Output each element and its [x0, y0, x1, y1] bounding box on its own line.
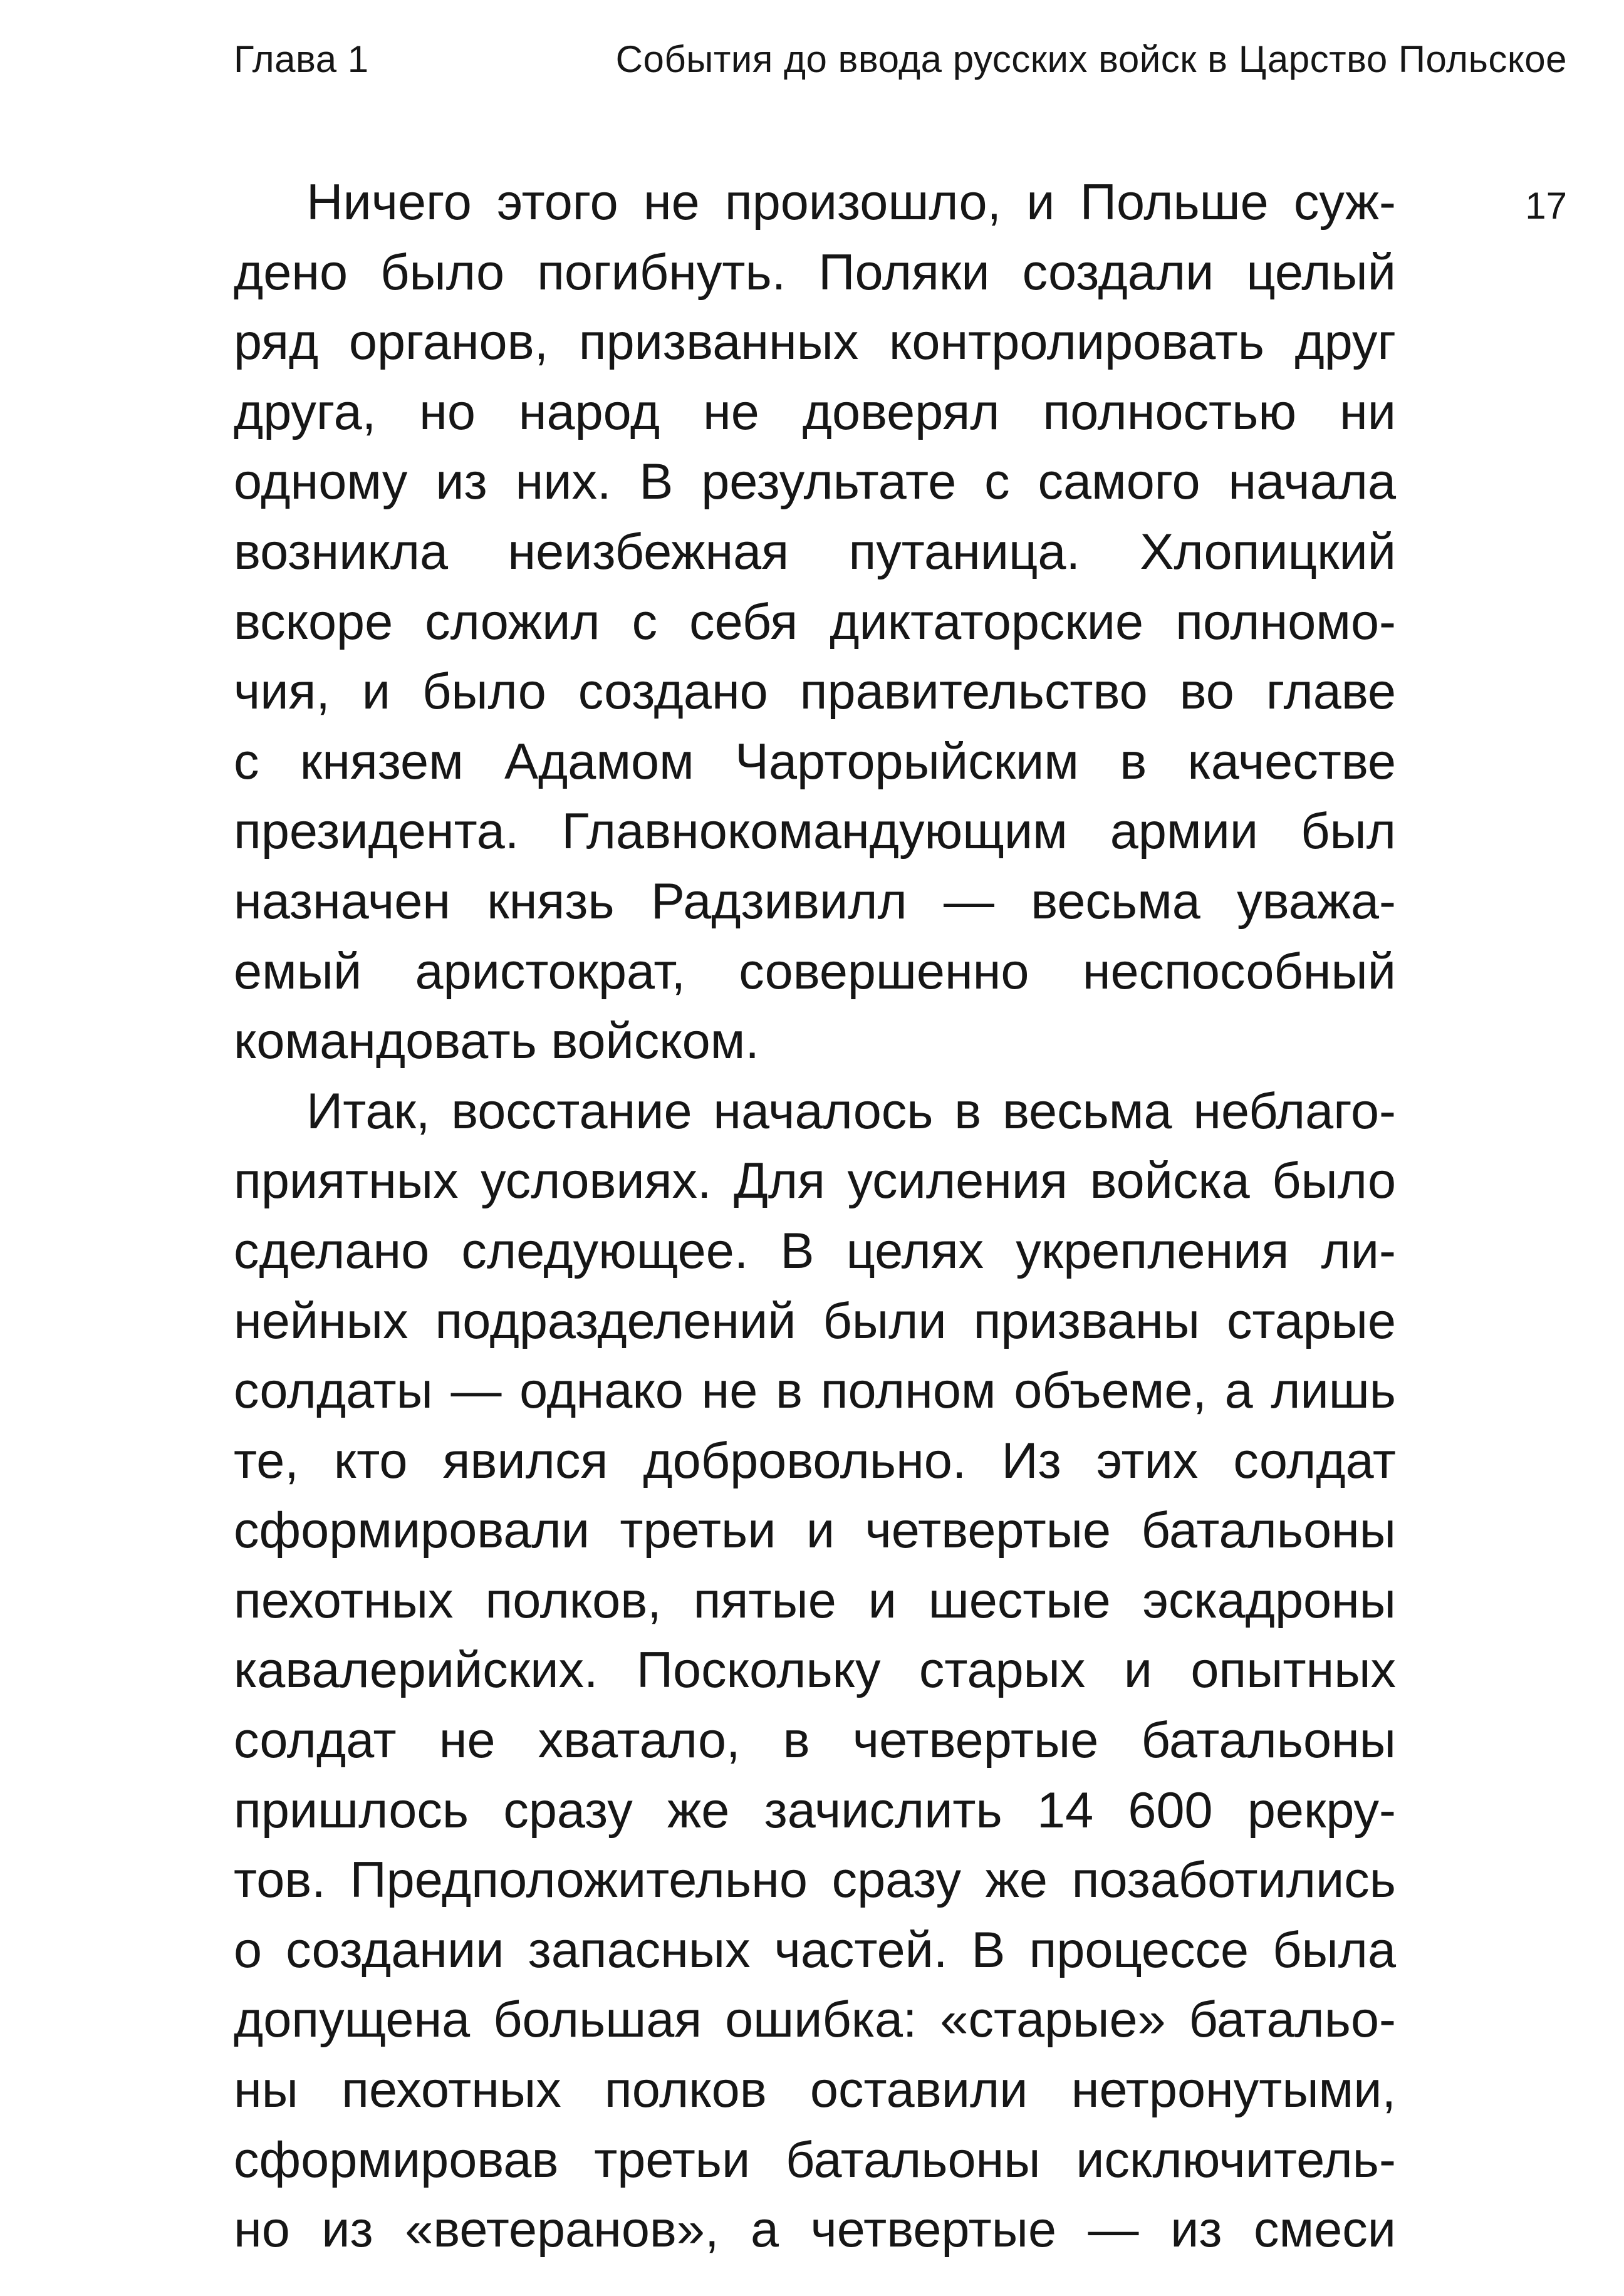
- text-line: сформировали третьи и четвертые батальоны: [234, 1502, 1396, 1559]
- running-header: [234, 31, 1567, 88]
- text-line: назначен князь Радзивилл — весьма уважа-: [234, 873, 1396, 930]
- text-line: Ничего этого не произошло, и Польше суж-: [306, 174, 1396, 231]
- text-line: ны пехотных полков оставили нетронутыми,: [234, 2062, 1396, 2119]
- text-line: командовать войском.: [234, 1013, 759, 1070]
- text-line: солдаты — однако не в полном объеме, а лишь: [234, 1363, 1396, 1420]
- text-line: возникла неизбежная путаница. Хлопицкий: [234, 523, 1396, 580]
- text-line: ряд органов, призванных контролировать друг: [234, 314, 1396, 371]
- paragraph-2: [234, 1077, 1396, 2265]
- text-line: приятных условиях. Для усиления войска было: [234, 1153, 1396, 1210]
- text-line: с князем Адамом Чарторыйским в качестве: [234, 733, 1396, 790]
- text-line: солдат не хватало, в четвертые батальоны: [234, 1712, 1396, 1769]
- text-line: сформировав третьи батальоны исключитель-: [234, 2131, 1396, 2188]
- text-line: президента. Главнокомандующим армии был: [234, 803, 1396, 860]
- body-text: [234, 168, 1396, 2265]
- text-line: пришлось сразу же зачислить 14 600 рекру-: [234, 1782, 1396, 1839]
- text-line: друга, но народ не доверял полностью ни: [234, 383, 1396, 440]
- text-line: тов. Предположительно сразу же позаботились: [234, 1852, 1396, 1909]
- text-line: кавалерийских. Поскольку старых и опытных: [234, 1642, 1396, 1699]
- text-line: нейных подразделений были призваны старые: [234, 1292, 1396, 1349]
- text-line: те, кто явился добровольно. Из этих солдат: [234, 1432, 1396, 1489]
- page-number: 17: [1525, 185, 1567, 227]
- text-line: сделано следующее. В целях укрепления ли-: [234, 1222, 1396, 1279]
- text-line: одному из них. В результате с самого начала: [234, 454, 1396, 511]
- text-line: вскоре сложил с себя диктаторские полномо-: [234, 593, 1396, 650]
- chapter-label: Глава 1: [234, 38, 369, 80]
- text-line: чия, и было создано правительство во главе: [234, 663, 1396, 720]
- paragraph-1: [234, 168, 1396, 1077]
- text-line: о создании запасных частей. В процессе была: [234, 1921, 1396, 1978]
- text-line: дено было погибнуть. Поляки создали целый: [234, 244, 1396, 301]
- chapter-title: События до ввода русских войск в Царство Польское: [615, 38, 1567, 80]
- text-line: но из «ветеранов», а четвертые — из смеси: [234, 2201, 1396, 2258]
- text-line: допущена большая ошибка: «старые» батальо-: [234, 1992, 1396, 2049]
- text-line: Итак, восстание началось в весьма неблаго-: [306, 1083, 1396, 1140]
- text-line: емый аристократ, совершенно неспособный: [234, 943, 1396, 1000]
- text-line: пехотных полков, пятые и шестые эскадроны: [234, 1572, 1396, 1629]
